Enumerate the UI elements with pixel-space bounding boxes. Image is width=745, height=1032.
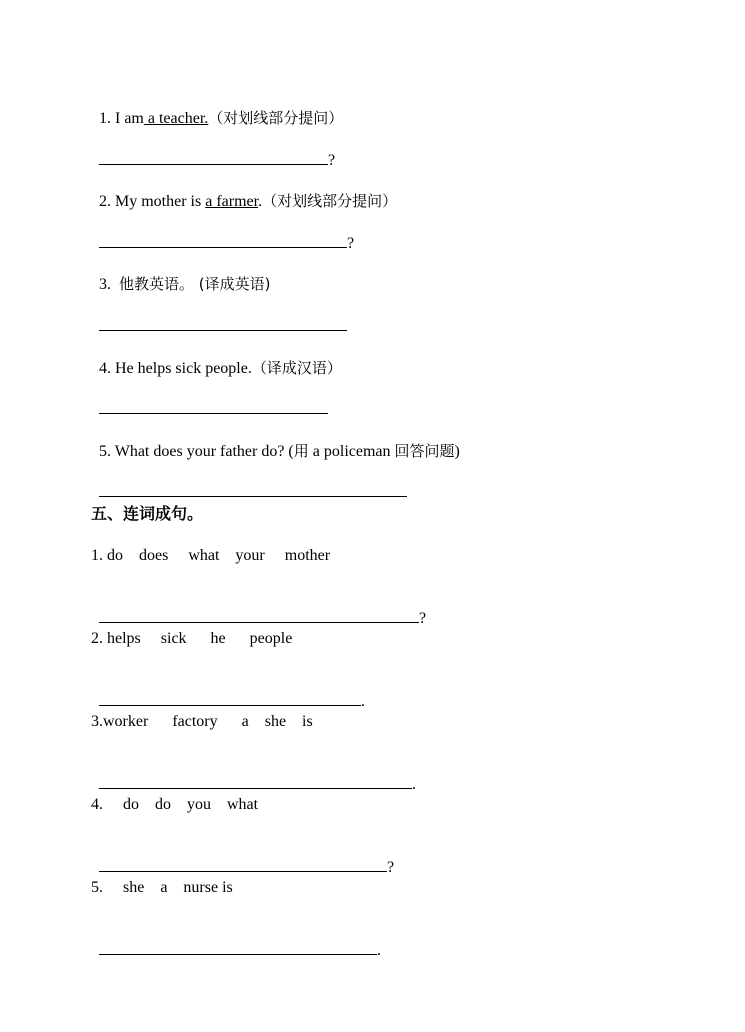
answer-blank[interactable] [99,316,347,331]
answer-line-5-2[interactable] [91,671,365,712]
question-4-2 [91,171,397,212]
answer-line-4-2[interactable] [91,213,354,254]
section-heading: 五、连词成句。 [91,504,204,523]
answer-end-mark: ? [347,235,355,252]
instruction-english: a policeman [308,443,395,460]
question-text: 5. What does your father do? ( [99,443,294,460]
answer-blank[interactable] [99,482,407,497]
answer-line-5-4[interactable] [91,837,394,878]
answer-end-mark: . [361,693,365,710]
underlined-target: a farmer [205,193,259,210]
answer-blank[interactable] [99,399,328,414]
instruction: 用 [293,442,309,460]
question-5-1: 1. do does what your mother [91,547,331,564]
underlined-target: a teacher. [143,110,209,127]
question-text: 2. My mother is [99,193,206,210]
answer-blank[interactable] [99,233,347,248]
answer-line-5-3[interactable] [91,754,416,795]
question-number: 3. [99,276,119,293]
answer-end-mark: ? [328,152,336,169]
question-5-4: 4. do do you what [91,796,259,813]
answer-end-mark: ? [387,859,395,876]
answer-end-mark: . [377,942,381,959]
chinese-sentence: 他教英语。 [119,275,195,293]
answer-blank[interactable] [99,150,328,165]
question-4-5 [91,421,460,462]
question-5-5: 5. she a nurse is [91,879,233,896]
question-5-2: 2. helps sick he people [91,630,293,647]
answer-line-4-5[interactable] [91,462,407,503]
answer-blank[interactable] [99,940,377,955]
instruction: （对划线部分提问） [262,192,398,210]
instruction: (译成英语) [194,275,271,293]
question-4-4 [91,338,342,379]
question-5-3: 3.worker factory a she is [91,713,313,730]
answer-end-mark: . [412,776,416,793]
answer-end-mark: ? [419,610,427,627]
question-4-1 [91,88,343,129]
question-text-rest: . [258,193,263,210]
answer-line-4-1[interactable] [91,130,335,171]
question-text: 1. I am [99,110,144,127]
answer-line-5-5[interactable] [91,920,381,961]
instruction: （译成汉语） [251,359,342,377]
answer-blank[interactable] [99,857,387,872]
answer-line-4-4[interactable] [91,379,328,420]
answer-blank[interactable] [99,774,412,789]
instruction-close: ) [454,443,460,460]
question-text: 4. He helps sick people. [99,360,252,377]
instruction: 回答问题 [394,442,455,460]
answer-blank[interactable] [99,608,419,623]
answer-blank[interactable] [99,691,361,706]
answer-line-4-3[interactable] [91,296,347,337]
question-4-3 [91,254,271,295]
instruction: （对划线部分提问） [208,109,344,127]
answer-line-5-1[interactable] [91,588,426,629]
